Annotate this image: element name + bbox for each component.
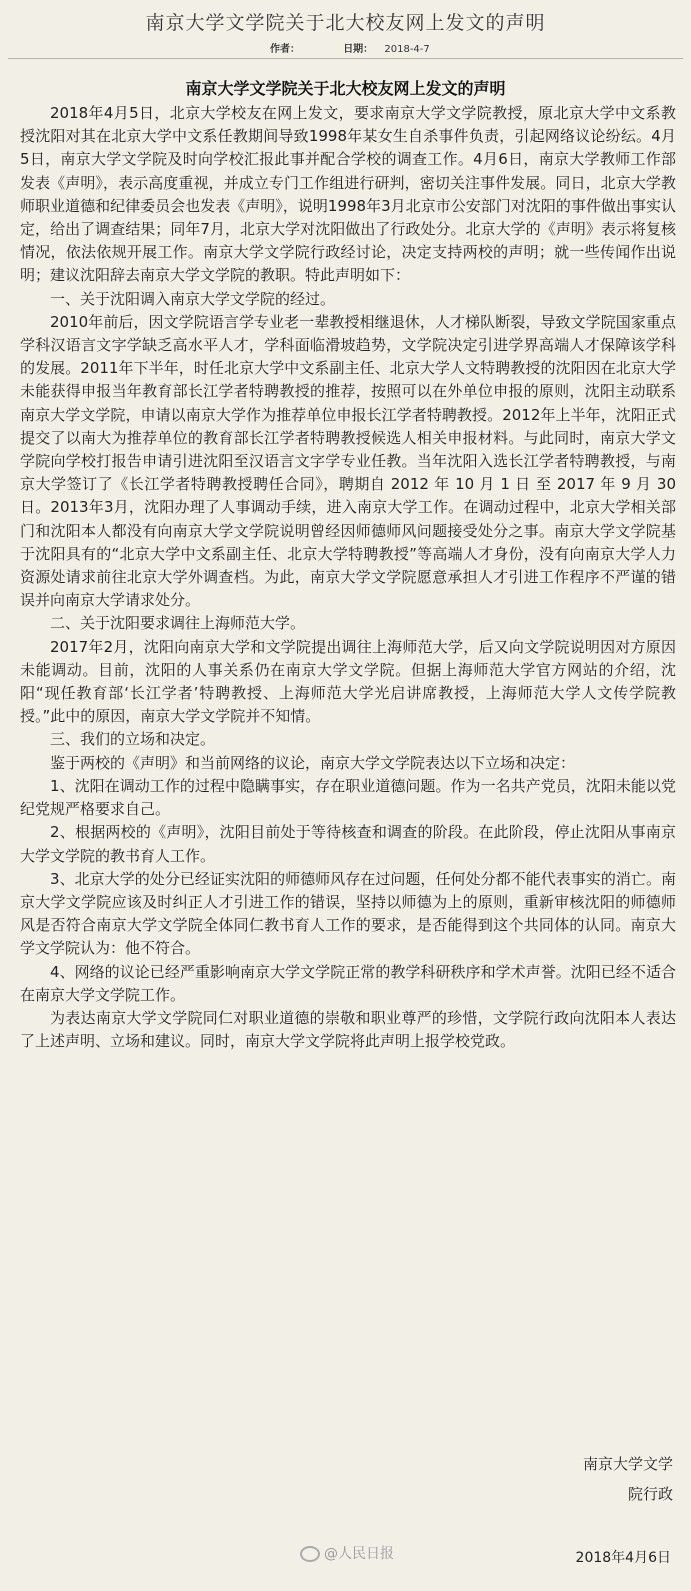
paragraph: 为表达南京大学文学院同仁对职业道德的崇敬和职业尊严的珍惜，文学院行政向沈阳本人表达了上述声明、立场和建议。同时，南京大学文学院将此声明上报学校党政。: [20, 1008, 676, 1051]
publish-date: 2018-4-7: [384, 44, 430, 55]
article-meta: [270, 40, 430, 55]
watermark: [300, 1543, 394, 1563]
section-heading: 三、我们的立场和决定。: [50, 730, 216, 749]
document-body: [20, 102, 676, 1053]
signature-line: 院行政: [627, 1485, 673, 1503]
list-item: 3、北京大学的处分已经证实沈阳的师德师风存在过问题，任何处分都不能代表事实的消亡。南京大学文学院应该及时纠正人才引进工作的错误，坚持以师德为上的原则，重新审核沈阳的师德师风是否符合南京大学文学院全体同仁教书育人工作的要求，是否能得到这个共同体的认同。南京大学文学院认为：他不符合。: [20, 869, 676, 958]
list-item: 1、沈阳在调动工作的过程中隐瞒事实，存在职业道德问题。作为一名共产党员，沈阳未能以党纪党规严格要求自己。: [20, 776, 676, 819]
paragraph: 2018年4月5日，北京大学校友在网上发文，要求南京大学文学院教授，原北京大学中文系教授沈阳对其在北京大学中文系任教期间导致1998年某女生自杀事件负责，引起网络议论纷纭。4月5日，南京大学文学院及时向学校汇报此事并配合学校的调查工作。4月6日，南京大学教师工作部发表《声明》，表示高度重视，并成立专门工作组进行研判，密切关注事件发展。同日，北京大学教师职业道德和纪律委员会也发表《声明》，说明1998年3月北京市公安部门对沈阳的事件做出事实认定，给出了调查结果；同年7月，北京大学对沈阳做出了行政处分。北京大学的《声明》表示将复核情况，依法依规开展工作。南京大学文学院行政经讨论，决定支持两校的声明；就一些传闻作出说明；建议沈阳辞去南京大学文学院的教职。特此声明如下：: [20, 104, 676, 285]
signature-block: [523, 1449, 673, 1509]
paragraph: 2017年2月，沈阳向南京大学和文学院提出调往上海师范大学，后又向文学院说明因对方原因未能调动。目前，沈阳的人事关系仍在南京大学文学院。但据上海师范大学官方网站的介绍，沈阳“现任教育部‘长江学者’特聘教授、上海师范大学光启讲席教授，上海师范大学人文传学院教授。”此中的原因，南京大学文学院并不知情。: [20, 637, 676, 726]
signature-date: 2018年4月6日: [575, 1550, 671, 1566]
section-heading: 一、关于沈阳调入南京大学文学院的经过。: [50, 289, 336, 308]
watermark-text: @人民日报: [324, 1546, 394, 1562]
weibo-icon: [300, 1546, 320, 1562]
list-item: 4、网络的议论已经严重影响南京大学文学院正常的教学科研秩序和学术声誉。沈阳已经不适合在南京大学文学院工作。: [20, 962, 676, 1004]
paragraph: 鉴于两校的《声明》和当前网络的议论，南京大学文学院表达以下立场和决定：: [50, 753, 576, 772]
page-title: 南京大学文学院关于北大校友网上发文的声明: [145, 12, 546, 34]
list-item: 2、根据两校的《声明》，沈阳目前处于等待核查和调查的阶段。在此阶段，停止沈阳从事南京大学文学院的教书育人工作。: [20, 823, 676, 865]
paragraph: 2010年前后，因文学院语言学专业老一辈教授相继退休，人才梯队断裂，导致文学院国家重点学科汉语言文字学缺乏高水平人才，学科面临滑坡趋势，文学院决定引进学界高端人才保障该学科的发展。2011年下半年，时任北京大学中文系副主任、北京大学人文特聘教授的沈阳因在北京大学未能获得申报当年教育部长江学者特聘教授的推荐，按照可以在外单位申报的原则，沈阳主动联系南京大学文学院，申请以南京大学作为推荐单位申报长江学者特聘教授。2012年上半年，沈阳正式提交了以南大为推荐单位的教育部长江学者特聘教授候选人相关申报材料。与此同时，南京大学文学院向学校打报告申请引进沈阳至汉语言文字学专业任教。当年沈阳入选长江学者特聘教授，与南京大学签订了《长江学者特聘教授聘任合同》，聘期自 2012 年 10 月 1 日 至 2017 年 9 月 30 日。2013年3月，沈阳办理了人事调动手续，进入南京大学工作。在调动过程中，北京大学相关部门和沈阳本人都没有向南京大学文学院说明曾经因师德师风问题接受处分之事。南京大学文学院基于沈阳具有的“北京大学中文系副主任、北京大学特聘教授”等高端人才身份，没有向南京大学人力资源处请求前往北京大学外调查档。为此，南京大学文学院愿意承担人才引进工作程序不严谨的错误并向南京大学请求处分。: [20, 312, 676, 610]
signature-line: 南京大学文学: [582, 1455, 673, 1473]
author-label: 作者：: [270, 44, 300, 55]
document-title: 南京大学文学院关于北大校友网上发文的声明: [185, 79, 506, 98]
date-label: 日期：: [343, 44, 374, 55]
header-divider: [8, 58, 683, 59]
section-heading: 二、关于沈阳要求调往上海师范大学。: [50, 614, 306, 633]
